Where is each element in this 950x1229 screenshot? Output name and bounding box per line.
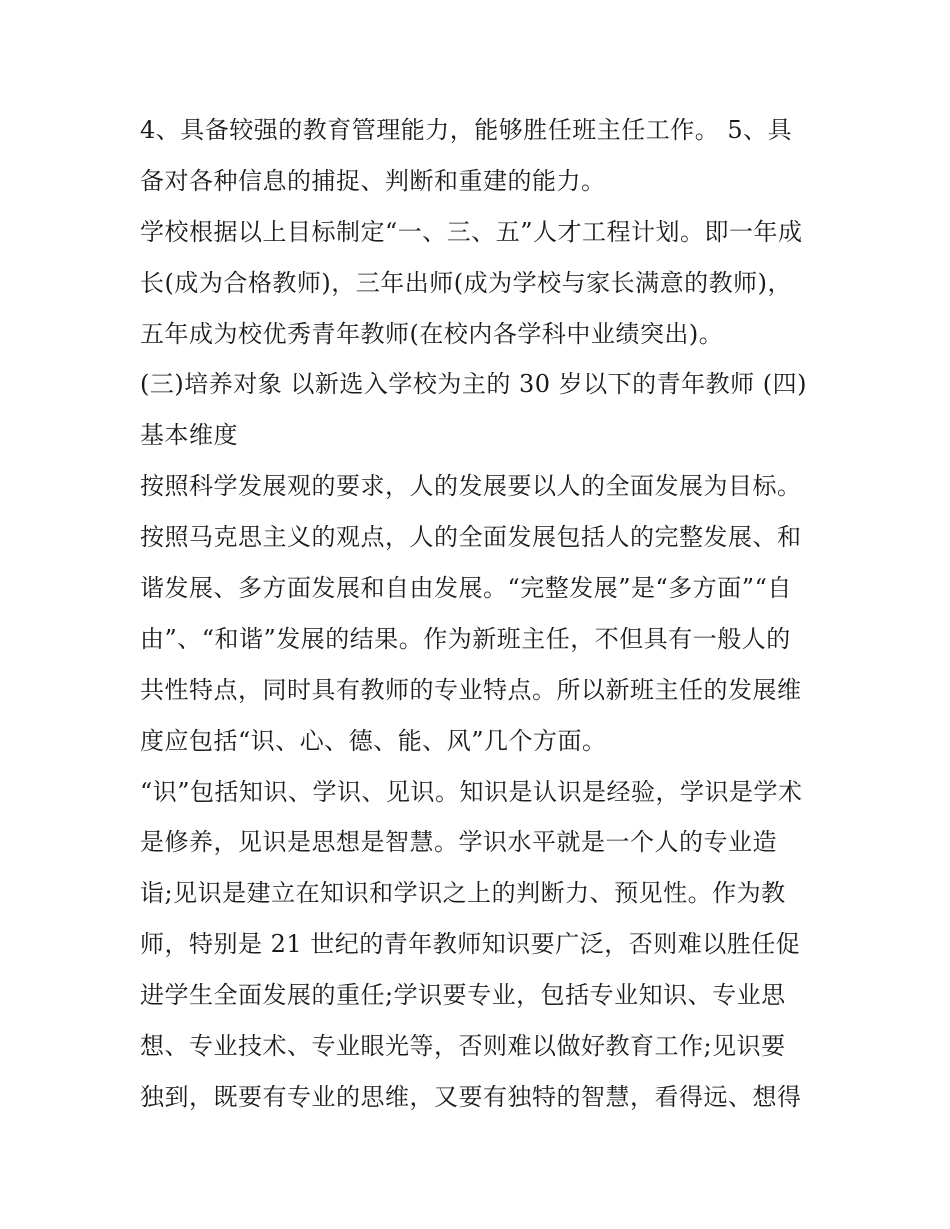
text-line: 长(成为合格教师)，三年出师(成为学校与家长满意的教师)， — [140, 268, 792, 297]
text-line: (三)培养对象 以新选入学校为主的 30 岁以下的青年教师 (四) — [140, 370, 808, 399]
text-line: “识”包括知识、学识、见识。知识是认识是经验，学识是学术 — [140, 777, 803, 806]
text-line: 4、具备较强的教育管理能力，能够胜任班主任工作。 5、具 — [140, 116, 793, 144]
text-line: 度应包括“识、心、德、能、风”几个方面。 — [140, 726, 607, 755]
text-line: 师，特别是 21 世纪的青年教师知识要广泛，否则难以胜任促 — [140, 930, 801, 959]
text-line: 诣;见识是建立在知识和学识之上的判断力、预见性。作为教 — [140, 879, 786, 908]
text-line: 学校根据以上目标制定“一、三、五”人才工程计划。即一年成 — [140, 217, 803, 246]
text-line: 是修养，见识是思想是智慧。学识水平就是一个人的专业造 — [140, 828, 777, 857]
text-line: 共性特点，同时具有教师的专业特点。所以新班主任的发展维 — [140, 675, 802, 704]
text-line: 按照科学发展观的要求，人的发展要以人的全面发展为目标。 — [140, 472, 802, 501]
text-line: 基本维度 — [140, 421, 238, 450]
text-line: 由”、“和谐”发展的结果。作为新班主任，不但具有一般人的 — [140, 624, 791, 653]
text-line: 备对各种信息的捕捉、判断和重建的能力。 — [140, 166, 606, 195]
text-line: 谐发展、多方面发展和自由发展。“完整发展”是“多方面”“自 — [140, 574, 792, 603]
text-line: 按照马克思主义的观点，人的全面发展包括人的完整发展、和 — [140, 523, 802, 552]
text-line: 进学生全面发展的重任;学识要专业，包括专业知识、专业思 — [140, 981, 786, 1010]
text-line: 想、专业技术、专业眼光等，否则难以做好教育工作;见识要 — [140, 1032, 786, 1061]
text-line: 五年成为校优秀青年教师(在校内各学科中业绩突出)。 — [140, 319, 724, 348]
document-body — [140, 105, 820, 1123]
text-line: 独到，既要有专业的思维，又要有独特的智慧，看得远、想得 — [140, 1082, 802, 1111]
